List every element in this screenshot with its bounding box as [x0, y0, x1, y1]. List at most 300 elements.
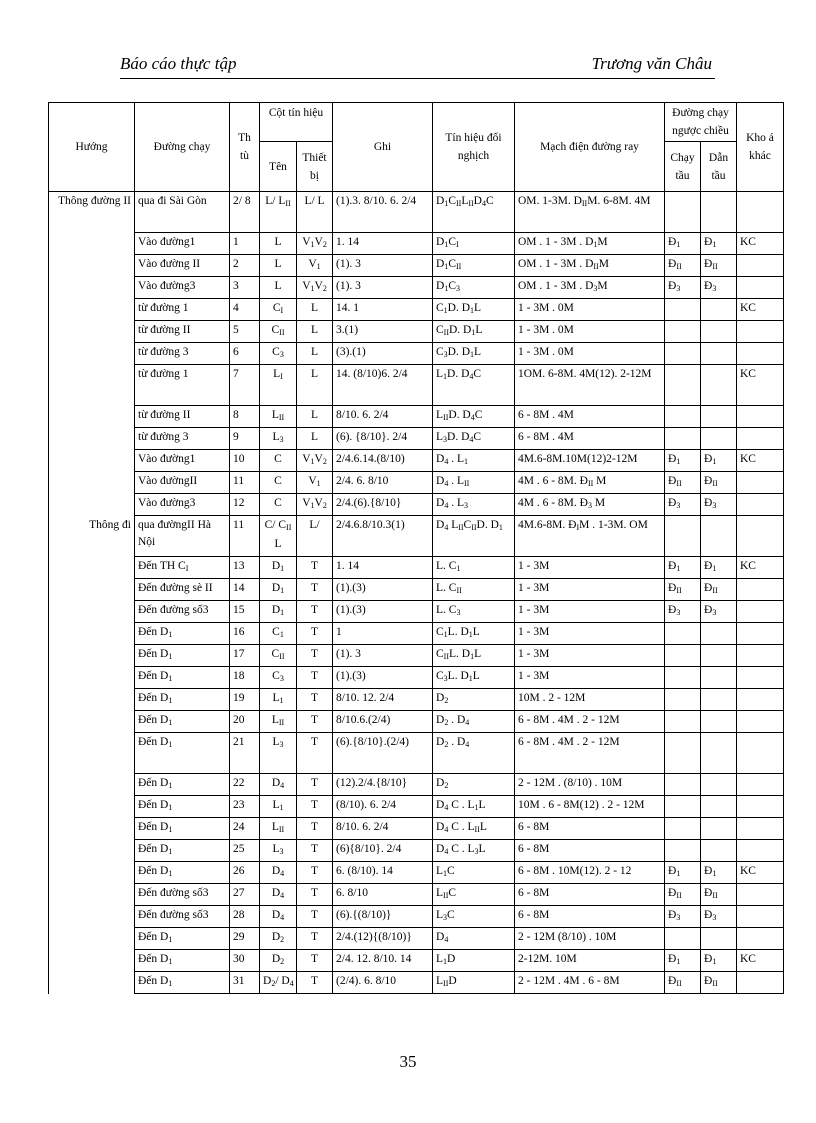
run-cell: $Đ_{II}$	[665, 255, 701, 277]
route-cell: Đến đường số3	[135, 884, 230, 906]
device-cell: T	[297, 906, 333, 928]
lead-cell	[701, 406, 737, 428]
signal-name-cell: L/ $L_{II}$	[260, 192, 297, 233]
huong-cell	[49, 733, 135, 774]
run-cell	[665, 928, 701, 950]
track-circuit-cell: 1 - 3M	[515, 557, 665, 579]
run-cell: $Đ_1$	[665, 862, 701, 884]
conflict-cell: $C_1L$. $D_1L$	[433, 623, 515, 645]
run-cell	[665, 406, 701, 428]
lock-cell	[737, 928, 784, 950]
lead-cell: $Đ_1$	[701, 557, 737, 579]
signal-name-cell: L	[260, 277, 297, 299]
route-cell: Đến $D_1$	[135, 796, 230, 818]
table-row	[49, 343, 784, 365]
track-circuit-cell: 1 - 3M . 0M	[515, 321, 665, 343]
signal-name-cell: $D_2$	[260, 950, 297, 972]
lock-cell: KC	[737, 233, 784, 255]
col-mach-dien: Mạch điện đường ray	[515, 103, 665, 192]
col-tin-hieu-doi-nghich: Tín hiệu đối nghịch	[433, 103, 515, 192]
conflict-cell: $D_2$	[433, 689, 515, 711]
huong-cell	[49, 884, 135, 906]
signal-name-cell: $C_{II}$	[260, 645, 297, 667]
note-cell: 2/4.(6).{8/10}	[333, 494, 433, 516]
conflict-cell: $L_1D$. $D_4C$	[433, 365, 515, 406]
track-circuit-cell: 1 - 3M	[515, 623, 665, 645]
lock-cell	[737, 579, 784, 601]
lead-cell	[701, 928, 737, 950]
table-row	[49, 472, 784, 494]
note-cell: 2/4.(12){(8/10)}	[333, 928, 433, 950]
route-cell: qua đi Sài Gòn	[135, 192, 230, 233]
lock-cell	[737, 906, 784, 928]
table-row	[49, 972, 784, 994]
track-circuit-cell: 6 - 8M . 4M	[515, 428, 665, 450]
table-row	[49, 796, 784, 818]
track-circuit-cell: 1 - 3M	[515, 645, 665, 667]
lead-cell	[701, 840, 737, 862]
device-cell: $V_1V_2$	[297, 450, 333, 472]
huong-cell	[49, 557, 135, 579]
signal-name-cell: $D_1$	[260, 557, 297, 579]
device-cell: T	[297, 884, 333, 906]
table-row	[49, 645, 784, 667]
note-cell: 8/10. 12. 2/4	[333, 689, 433, 711]
lead-cell: $Đ_{II}$	[701, 884, 737, 906]
order-cell: 8	[230, 406, 260, 428]
track-circuit-cell: 1 - 3M	[515, 601, 665, 623]
device-cell: L	[297, 299, 333, 321]
note-cell: 6. (8/10). 14	[333, 862, 433, 884]
page-number: 35	[399, 1052, 417, 1071]
note-cell: 6. 8/10	[333, 884, 433, 906]
track-circuit-cell: 10M . 2 - 12M	[515, 689, 665, 711]
lock-cell	[737, 774, 784, 796]
col-duong-chay-nguoc: Đường chạy ngược chiều	[665, 103, 737, 142]
huong-cell	[49, 233, 135, 255]
run-cell	[665, 711, 701, 733]
lead-cell	[701, 428, 737, 450]
device-cell: $V_1V_2$	[297, 494, 333, 516]
run-cell	[665, 623, 701, 645]
col-chay-tau: Chạy tầu	[665, 142, 701, 192]
device-cell: T	[297, 557, 333, 579]
track-circuit-cell: 6 - 8M . 10M(12). 2 - 12	[515, 862, 665, 884]
order-cell: 11	[230, 516, 260, 557]
huong-cell	[49, 277, 135, 299]
order-cell: 18	[230, 667, 260, 689]
order-cell: 10	[230, 450, 260, 472]
run-cell: $Đ_3$	[665, 601, 701, 623]
col-ten: Tên	[260, 142, 297, 192]
route-cell: Đến $D_1$	[135, 774, 230, 796]
device-cell: T	[297, 774, 333, 796]
huong-cell	[49, 343, 135, 365]
table-row	[49, 906, 784, 928]
note-cell: 2/4.6.14.(8/10)	[333, 450, 433, 472]
signal-name-cell: $L_1$	[260, 796, 297, 818]
signal-name-cell: $C_I$	[260, 299, 297, 321]
order-cell: 15	[230, 601, 260, 623]
conflict-cell: $D_1C_I$	[433, 233, 515, 255]
track-circuit-cell: 6 - 8M	[515, 906, 665, 928]
conflict-cell: $D_4$ C . $L_3L$	[433, 840, 515, 862]
lock-cell	[737, 689, 784, 711]
signal-name-cell: $D_1$	[260, 601, 297, 623]
lock-cell	[737, 321, 784, 343]
track-circuit-cell: 2 - 12M . 4M . 6 - 8M	[515, 972, 665, 994]
note-cell: (6).{(8/10)}	[333, 906, 433, 928]
col-ghi: Ghi	[333, 103, 433, 192]
conflict-cell: $L_{II}D$	[433, 972, 515, 994]
lead-cell	[701, 796, 737, 818]
col-khoa-khac: Kho á khác	[737, 103, 784, 192]
signal-name-cell: $D_4$	[260, 774, 297, 796]
route-cell: Đến $D_1$	[135, 840, 230, 862]
table-row	[49, 365, 784, 406]
order-cell: 27	[230, 884, 260, 906]
device-cell: T	[297, 579, 333, 601]
order-cell: 2	[230, 255, 260, 277]
run-cell	[665, 428, 701, 450]
conflict-cell: $D_1C_3$	[433, 277, 515, 299]
track-circuit-cell: 2 - 12M (8/10) . 10M	[515, 928, 665, 950]
table-row	[49, 494, 784, 516]
lead-cell: $Đ_{II}$	[701, 579, 737, 601]
signal-name-cell: $D_4$	[260, 884, 297, 906]
lead-cell	[701, 299, 737, 321]
header-right: Trương văn Châu	[591, 54, 712, 73]
device-cell: T	[297, 796, 333, 818]
note-cell: 8/10. 6. 2/4	[333, 406, 433, 428]
conflict-cell: $C_3D$. $D_1L$	[433, 343, 515, 365]
signal-name-cell: $L_3$	[260, 840, 297, 862]
lock-cell	[737, 840, 784, 862]
huong-cell	[49, 950, 135, 972]
note-cell: 3.(1)	[333, 321, 433, 343]
signal-name-cell: $L_{II}$	[260, 711, 297, 733]
order-cell: 11	[230, 472, 260, 494]
huong-cell	[49, 321, 135, 343]
device-cell: T	[297, 711, 333, 733]
order-cell: 22	[230, 774, 260, 796]
huong-cell: Thông đường II	[49, 192, 135, 233]
table-row	[49, 557, 784, 579]
lock-cell: KC	[737, 299, 784, 321]
order-cell: 24	[230, 818, 260, 840]
device-cell: L/ L	[297, 192, 333, 233]
note-cell: (3).(1)	[333, 343, 433, 365]
run-cell	[665, 796, 701, 818]
order-cell: 1	[230, 233, 260, 255]
huong-cell	[49, 601, 135, 623]
device-cell: T	[297, 862, 333, 884]
lock-cell	[737, 733, 784, 774]
track-circuit-cell: 1 - 3M . 0M	[515, 299, 665, 321]
route-cell: từ đường 1	[135, 365, 230, 406]
route-cell: Vào đườngII	[135, 472, 230, 494]
table-row	[49, 255, 784, 277]
lead-cell	[701, 516, 737, 557]
lock-cell	[737, 796, 784, 818]
note-cell: (12).2/4.{8/10}	[333, 774, 433, 796]
lead-cell	[701, 667, 737, 689]
huong-cell	[49, 774, 135, 796]
signal-name-cell: $D_4$	[260, 906, 297, 928]
col-cot-tin-hieu: Cột tín hiệu	[260, 103, 333, 142]
conflict-cell: $D_4$ . $L_{II}$	[433, 472, 515, 494]
conflict-cell: $D_2$ . $D_4$	[433, 711, 515, 733]
lock-cell: KC	[737, 557, 784, 579]
route-cell: Đến $D_1$	[135, 972, 230, 994]
track-circuit-cell: 10M . 6 - 8M(12) . 2 - 12M	[515, 796, 665, 818]
order-cell: 25	[230, 840, 260, 862]
track-circuit-cell: 6 - 8M	[515, 818, 665, 840]
device-cell: L	[297, 343, 333, 365]
conflict-cell: $D_4$ C . $L_1L$	[433, 796, 515, 818]
track-circuit-cell: OM . 1 - 3M . $D_3M$	[515, 277, 665, 299]
order-cell: 16	[230, 623, 260, 645]
lead-cell: $Đ_3$	[701, 601, 737, 623]
conflict-cell: $D_4$ C . $L_{II}L$	[433, 818, 515, 840]
track-circuit-cell: OM. 1-3M. $D_{II}M$. 6-8M. 4M	[515, 192, 665, 233]
device-cell: T	[297, 601, 333, 623]
table-row	[49, 884, 784, 906]
order-cell: 13	[230, 557, 260, 579]
col-duong-chay: Đường chạy	[135, 103, 230, 192]
huong-cell	[49, 928, 135, 950]
lock-cell	[737, 601, 784, 623]
route-cell: Đến $D_1$	[135, 623, 230, 645]
route-cell: Đến đường số3	[135, 601, 230, 623]
order-cell: 2/ 8	[230, 192, 260, 233]
route-cell: từ đường 3	[135, 343, 230, 365]
order-cell: 19	[230, 689, 260, 711]
conflict-cell: $D_1C_{II}$	[433, 255, 515, 277]
run-cell	[665, 818, 701, 840]
track-circuit-cell: OM . 1 - 3M . $D_{II}M$	[515, 255, 665, 277]
signal-name-cell: $L_{II}$	[260, 818, 297, 840]
signal-name-cell: $L_1$	[260, 689, 297, 711]
route-table	[48, 102, 784, 994]
table-row	[49, 733, 784, 774]
huong-cell	[49, 840, 135, 862]
table-row	[49, 928, 784, 950]
note-cell: (1).(3)	[333, 579, 433, 601]
table-row	[49, 516, 784, 557]
route-cell: Đến TH $C_I$	[135, 557, 230, 579]
device-cell: T	[297, 950, 333, 972]
conflict-cell: L. $C_1$	[433, 557, 515, 579]
huong-cell	[49, 365, 135, 406]
order-cell: 4	[230, 299, 260, 321]
track-circuit-cell: 6 - 8M . 4M . 2 - 12M	[515, 733, 665, 774]
device-cell: $V_1V_2$	[297, 233, 333, 255]
huong-cell	[49, 862, 135, 884]
note-cell: 8/10.6.(2/4)	[333, 711, 433, 733]
route-cell: qua đườngII Hà Nội	[135, 516, 230, 557]
device-cell: T	[297, 928, 333, 950]
col-huong: Hướng	[49, 103, 135, 192]
note-cell: 14. (8/10)6. 2/4	[333, 365, 433, 406]
run-cell	[665, 516, 701, 557]
order-cell: 31	[230, 972, 260, 994]
huong-cell	[49, 623, 135, 645]
run-cell: $Đ_{II}$	[665, 972, 701, 994]
note-cell: (6){8/10}. 2/4	[333, 840, 433, 862]
device-cell: $V_1$	[297, 472, 333, 494]
table-row	[49, 840, 784, 862]
device-cell: T	[297, 733, 333, 774]
order-cell: 14	[230, 579, 260, 601]
route-cell: Đến $D_1$	[135, 645, 230, 667]
device-cell: $V_1V_2$	[297, 277, 333, 299]
note-cell: 1. 14	[333, 557, 433, 579]
lock-cell	[737, 711, 784, 733]
lock-cell	[737, 516, 784, 557]
run-cell	[665, 299, 701, 321]
signal-name-cell: $D_2/$ $D_4$	[260, 972, 297, 994]
lock-cell	[737, 667, 784, 689]
huong-cell	[49, 494, 135, 516]
conflict-cell: $L_1D$	[433, 950, 515, 972]
note-cell: (1). 3	[333, 645, 433, 667]
conflict-cell: $C_{II}D$. $D_1L$	[433, 321, 515, 343]
table-row	[49, 233, 784, 255]
device-cell: L	[297, 428, 333, 450]
run-cell	[665, 321, 701, 343]
run-cell	[665, 645, 701, 667]
run-cell: $Đ_1$	[665, 233, 701, 255]
track-circuit-cell: 6 - 8M	[515, 884, 665, 906]
route-cell: Đến $D_1$	[135, 711, 230, 733]
run-cell	[665, 365, 701, 406]
lock-cell: KC	[737, 450, 784, 472]
huong-cell	[49, 255, 135, 277]
run-cell: $Đ_1$	[665, 557, 701, 579]
table-row	[49, 406, 784, 428]
lock-cell	[737, 406, 784, 428]
run-cell: $Đ_{II}$	[665, 884, 701, 906]
signal-name-cell: $L_3$	[260, 733, 297, 774]
track-circuit-cell: OM . 1 - 3M . $D_1M$	[515, 233, 665, 255]
track-circuit-cell: 6 - 8M . 4M . 2 - 12M	[515, 711, 665, 733]
conflict-cell: $L_{II}D$. $D_4C$	[433, 406, 515, 428]
lead-cell	[701, 689, 737, 711]
lock-cell	[737, 884, 784, 906]
note-cell: 1	[333, 623, 433, 645]
note-cell: (1). 3	[333, 277, 433, 299]
lock-cell: KC	[737, 862, 784, 884]
note-cell: (1).3. 8/10. 6. 2/4	[333, 192, 433, 233]
signal-name-cell: $L_{II}$	[260, 406, 297, 428]
signal-name-cell: C	[260, 472, 297, 494]
device-cell: T	[297, 972, 333, 994]
huong-cell	[49, 428, 135, 450]
order-cell: 23	[230, 796, 260, 818]
route-cell: Đến $D_1$	[135, 928, 230, 950]
order-cell: 12	[230, 494, 260, 516]
device-cell: T	[297, 645, 333, 667]
run-cell: $Đ_{II}$	[665, 579, 701, 601]
lead-cell: $Đ_1$	[701, 862, 737, 884]
table-row	[49, 818, 784, 840]
lock-cell	[737, 494, 784, 516]
lead-cell: $Đ_3$	[701, 494, 737, 516]
conflict-cell: $L_{II}C$	[433, 884, 515, 906]
table-row	[49, 667, 784, 689]
conflict-cell: $D_2$	[433, 774, 515, 796]
track-circuit-cell: 4M . 6 - 8M. $Đ_{II}$ M	[515, 472, 665, 494]
run-cell	[665, 689, 701, 711]
lock-cell: KC	[737, 950, 784, 972]
lead-cell	[701, 623, 737, 645]
huong-cell	[49, 711, 135, 733]
lock-cell	[737, 192, 784, 233]
huong-cell	[49, 906, 135, 928]
lock-cell	[737, 428, 784, 450]
note-cell: (6).{8/10}.(2/4)	[333, 733, 433, 774]
track-circuit-cell: 2-12M. 10M	[515, 950, 665, 972]
lead-cell: $Đ_{II}$	[701, 255, 737, 277]
table-row	[49, 450, 784, 472]
track-circuit-cell: 4M.6-8M. $Đ_IM$ . 1-3M. OM	[515, 516, 665, 557]
run-cell: $Đ_{II}$	[665, 472, 701, 494]
header-left: Báo cáo thực tập	[120, 54, 237, 73]
huong-cell	[49, 796, 135, 818]
order-cell: 7	[230, 365, 260, 406]
order-cell: 17	[230, 645, 260, 667]
conflict-cell: $D_4$ . $L_3$	[433, 494, 515, 516]
route-cell: từ đường 1	[135, 299, 230, 321]
table-row	[49, 579, 784, 601]
lead-cell	[701, 365, 737, 406]
lead-cell: $Đ_3$	[701, 277, 737, 299]
lock-cell	[737, 472, 784, 494]
conflict-cell: $D_4$	[433, 928, 515, 950]
order-cell: 21	[230, 733, 260, 774]
conflict-cell: $L_1C$	[433, 862, 515, 884]
signal-name-cell: C/ $C_{II}$ L	[260, 516, 297, 557]
lock-cell	[737, 277, 784, 299]
route-cell: Đến $D_1$	[135, 862, 230, 884]
track-circuit-cell: 1 - 3M	[515, 579, 665, 601]
route-cell: từ đường II	[135, 321, 230, 343]
huong-cell	[49, 689, 135, 711]
signal-name-cell: $C_3$	[260, 667, 297, 689]
huong-cell	[49, 818, 135, 840]
lead-cell	[701, 711, 737, 733]
lead-cell: $Đ_1$	[701, 450, 737, 472]
conflict-cell: $D_4$ . $L_1$	[433, 450, 515, 472]
table-body	[49, 192, 784, 994]
huong-cell	[49, 579, 135, 601]
lock-cell	[737, 623, 784, 645]
conflict-cell: $D_4$ $L_{II}C_{II}D$. $D_1$	[433, 516, 515, 557]
note-cell: (1).(3)	[333, 601, 433, 623]
signal-name-cell: $D_1$	[260, 579, 297, 601]
col-thu-tu: Th tù	[230, 103, 260, 192]
device-cell: L/	[297, 516, 333, 557]
device-cell: L	[297, 365, 333, 406]
order-cell: 30	[230, 950, 260, 972]
lock-cell	[737, 818, 784, 840]
note-cell: 14. 1	[333, 299, 433, 321]
lead-cell: $Đ_{II}$	[701, 472, 737, 494]
conflict-cell: $L_3C$	[433, 906, 515, 928]
device-cell: T	[297, 689, 333, 711]
run-cell: $Đ_1$	[665, 450, 701, 472]
